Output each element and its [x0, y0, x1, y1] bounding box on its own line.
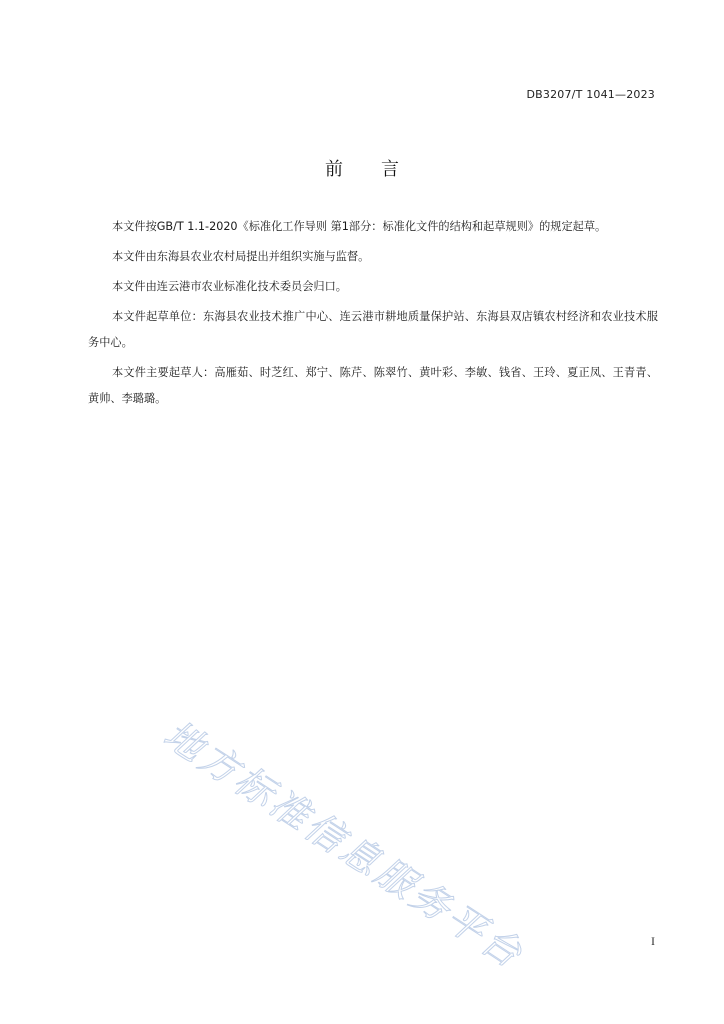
paragraph-drafting-units: 本文件起草单位：东海县农业技术推广中心、连云港市耕地质量保护站、东海县双店镇农村经济和农业技术服务中心。 [88, 310, 658, 349]
paragraph-drafting-rule: 本文件按GB/T 1.1-2020《标准化工作导则 第1部分：标准化文件的结构和起草规则》的规定起草。 [112, 220, 607, 233]
paragraph-centralized-unit: 本文件由连云港市农业标准化技术委员会归口。 [112, 280, 347, 293]
section-title: 前言 [325, 159, 437, 180]
paragraph-proposer: 本文件由东海县农业农村局提出并组织实施与监督。 [112, 250, 370, 263]
page-number: I [651, 934, 655, 948]
foreword-body [88, 214, 658, 416]
paragraph-drafters: 本文件主要起草人：高雁茹、时芝红、郑宁、陈芹、陈翠竹、黄叶彩、李敏、钱省、王玲、夏正凤、王青青、黄帅、李璐璐。 [88, 366, 658, 405]
document-code: DB3207/T 1041—2023 [526, 88, 655, 101]
watermark-text: 地方标准信息服务平台 [156, 711, 533, 978]
